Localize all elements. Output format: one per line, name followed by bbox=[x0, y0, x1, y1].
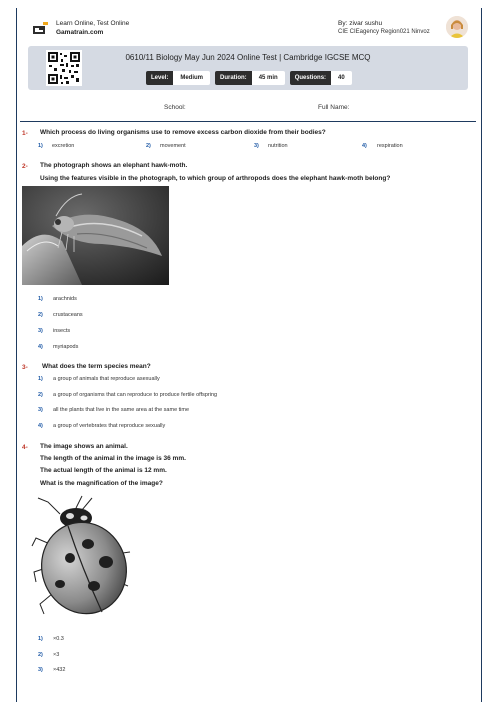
question-number: 2- bbox=[22, 163, 28, 170]
option-text[interactable]: excretion bbox=[52, 143, 75, 149]
option-text[interactable]: nutrition bbox=[268, 143, 288, 149]
option-text[interactable]: arachnids bbox=[53, 296, 77, 302]
divider bbox=[20, 121, 476, 122]
option-number: 1) bbox=[38, 296, 43, 302]
option-number: 1) bbox=[38, 143, 43, 149]
option-number: 2) bbox=[146, 143, 151, 149]
brand-tagline: Learn Online, Test Online bbox=[56, 20, 130, 27]
author-subtitle: CIE CIEagency Region021 Ninvoz bbox=[338, 29, 430, 35]
option-number: 3) bbox=[254, 143, 259, 149]
option-text[interactable]: a group of vertebrates that reproduce sexually bbox=[53, 423, 166, 429]
question-text: The actual length of the animal is 12 mm. bbox=[40, 467, 167, 474]
school-label: School: bbox=[164, 104, 186, 111]
option-number: 3) bbox=[38, 407, 43, 413]
chip-value: Medium bbox=[173, 71, 210, 85]
question-number: 1- bbox=[22, 130, 28, 137]
test-header bbox=[28, 46, 468, 90]
chip-key: Level: bbox=[146, 71, 173, 85]
page-title: 0610/11 Biology May Jun 2024 Online Test | Cambridge IGCSE MCQ bbox=[125, 53, 371, 62]
question-text: Which process do living organisms use to remove excess carbon dioxide from their bodies? bbox=[40, 129, 326, 136]
chip-value: 40 bbox=[331, 71, 352, 85]
chip-key: Questions: bbox=[290, 71, 331, 85]
question-text: Using the features visible in the photograph, to which group of arthropods does the elephant hawk-moth belong? bbox=[40, 175, 391, 182]
option-number: 4) bbox=[38, 344, 43, 350]
brand-site[interactable]: Gamatrain.com bbox=[56, 29, 104, 36]
option-text[interactable]: movement bbox=[160, 143, 186, 149]
question-text: The photograph shows an elephant hawk-moth. bbox=[40, 162, 188, 169]
gamatrain-logo-icon bbox=[30, 22, 48, 38]
test-info-chips bbox=[146, 71, 352, 85]
option-text[interactable]: all the plants that live in the same area at the same time bbox=[53, 407, 190, 413]
hawk-moth-photo bbox=[22, 186, 169, 285]
option-number: 3) bbox=[38, 667, 43, 673]
option-text[interactable]: ×3 bbox=[53, 652, 60, 658]
option-number: 2) bbox=[38, 652, 43, 658]
duration-chip bbox=[215, 71, 285, 85]
option-number: 1) bbox=[38, 376, 43, 382]
option-number: 4) bbox=[362, 143, 367, 149]
option-text[interactable]: a group of animals that reproduce asexually bbox=[53, 376, 160, 382]
avatar bbox=[446, 16, 468, 38]
option-number: 1) bbox=[38, 636, 43, 642]
chip-value: 45 min bbox=[252, 71, 285, 85]
top-bar bbox=[28, 16, 468, 44]
option-text[interactable]: a group of organisms that can reproduce to produce fertile offspring bbox=[53, 392, 218, 398]
question-text: What is the magnification of the image? bbox=[40, 480, 163, 487]
option-text[interactable]: insects bbox=[53, 328, 71, 334]
option-text[interactable]: myriapods bbox=[53, 344, 79, 350]
option-text[interactable]: crustaceans bbox=[53, 312, 83, 318]
full-name-label: Full Name: bbox=[318, 104, 350, 111]
question-text: The length of the animal in the image is 36 mm. bbox=[40, 455, 186, 462]
option-number: 3) bbox=[38, 328, 43, 334]
question-text: The image shows an animal. bbox=[40, 443, 128, 450]
option-number: 2) bbox=[38, 392, 43, 398]
author-name: By: zivar sushu bbox=[338, 20, 383, 27]
question-number: 3- bbox=[22, 364, 28, 371]
level-chip bbox=[146, 71, 210, 85]
ladybird-image bbox=[30, 494, 140, 622]
option-text[interactable]: ×0.3 bbox=[53, 636, 64, 642]
option-text[interactable]: respiration bbox=[377, 143, 403, 149]
question-text: What does the term species mean? bbox=[42, 363, 151, 370]
questions-chip bbox=[290, 71, 352, 85]
chip-key: Duration: bbox=[215, 71, 252, 85]
option-number: 2) bbox=[38, 312, 43, 318]
question-number: 4- bbox=[22, 444, 28, 451]
option-text[interactable]: ×432 bbox=[53, 667, 66, 673]
option-number: 4) bbox=[38, 423, 43, 429]
